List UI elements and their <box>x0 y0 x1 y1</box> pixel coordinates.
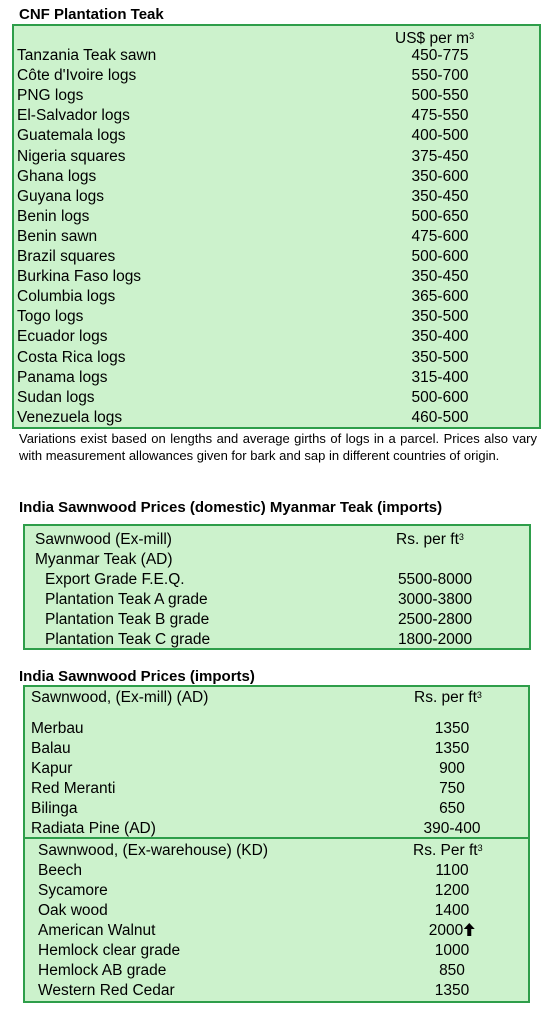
row-price <box>439 779 465 799</box>
row-label: PNG logs <box>17 87 84 105</box>
section3-title: India Sawnwood Prices (imports) <box>19 668 255 685</box>
row-price <box>398 610 472 630</box>
row-label: Plantation Teak A grade <box>45 591 208 608</box>
row-price-value: 315-400 <box>411 368 469 386</box>
row-label: Plantation Teak C grade <box>45 631 211 648</box>
row-label: Sudan logs <box>17 388 95 406</box>
row-price-value: 350-450 <box>411 187 469 205</box>
row-label: Guyana logs <box>17 187 105 205</box>
row-price <box>412 287 469 307</box>
row-label: Côte d'Ivoire logs <box>17 67 137 85</box>
row-price-value: 500-550 <box>411 87 469 105</box>
row-label: Export Grade F.E.Q. <box>45 571 185 588</box>
row-price <box>398 630 472 650</box>
section3-block1-unit-header <box>414 688 482 708</box>
row-label: Togo logs <box>17 308 84 326</box>
section1-note: Variations exist based on lengths and average girths of logs in a parcel. Prices also vary with measurement allowances given for bark and sap in different countries of origin. <box>19 431 537 463</box>
row-label: Red Meranti <box>31 780 116 797</box>
section1-unit-sup: 3 <box>469 31 475 41</box>
row-price-value: 1350 <box>434 720 470 737</box>
row-price <box>412 46 469 66</box>
row-price <box>435 719 469 739</box>
row-price-value: 2500-2800 <box>397 611 473 628</box>
row-price-value: 500-600 <box>411 248 469 265</box>
row-price-value: 650 <box>439 800 465 817</box>
row-label: Panama logs <box>17 368 108 386</box>
row-price-value: 350-400 <box>411 328 469 346</box>
row-label: Plantation Teak B grade <box>45 611 210 628</box>
row-price <box>439 961 465 981</box>
row-label: Tanzania Teak sawn <box>17 47 157 64</box>
row-price-value: 350-500 <box>411 348 469 366</box>
section3-block2-header-label: Sawnwood, (Ex-warehouse) (KD) <box>38 842 269 859</box>
row-label: Beech <box>38 862 82 879</box>
row-label: Sycamore <box>38 882 108 899</box>
row-price <box>435 981 469 1001</box>
row-label: Hemlock clear grade <box>38 942 181 959</box>
row-price <box>439 759 465 779</box>
row-label: Western Red Cedar <box>38 982 175 999</box>
row-price-value: 450-775 <box>411 47 469 64</box>
row-price <box>435 941 469 961</box>
row-label: Burkina Faso logs <box>17 268 142 286</box>
section2-unit: Rs. per ft <box>396 531 459 548</box>
section1-unit: US$ per m <box>395 30 470 47</box>
row-price-value: 3000-3800 <box>397 591 473 608</box>
row-price-value: 460-500 <box>411 408 469 426</box>
row-label: Guatemala logs <box>17 127 126 145</box>
row-price-value: 1000 <box>434 942 470 959</box>
row-price <box>412 66 469 86</box>
up-arrow-icon <box>463 922 475 939</box>
row-label: Nigeria squares <box>17 147 126 165</box>
row-price <box>412 307 469 327</box>
row-price <box>439 799 465 819</box>
row-price-value: 350-450 <box>411 268 469 286</box>
row-label: Hemlock AB grade <box>38 962 167 979</box>
row-price-value: 850 <box>439 962 465 979</box>
section2-subheader: Myanmar Teak (AD) <box>35 551 173 568</box>
row-price-value: 390-400 <box>423 820 481 837</box>
row-price-value: 375-450 <box>411 147 469 165</box>
row-price <box>412 408 469 428</box>
section3-block1-header-label: Sawnwood, (Ex-mill) (AD) <box>31 689 209 706</box>
row-price <box>412 348 469 368</box>
row-label: Radiata Pine (AD) <box>31 820 156 837</box>
row-price <box>435 901 469 921</box>
row-price <box>412 227 469 247</box>
row-price <box>412 267 469 287</box>
section2-header-label: Sawnwood (Ex-mill) <box>35 531 172 548</box>
row-label: Kapur <box>31 760 73 777</box>
row-price <box>398 590 472 610</box>
section2-title: India Sawnwood Prices (domestic) Myanmar Teak (imports) <box>19 499 443 516</box>
row-price <box>424 819 481 839</box>
row-label: Brazil squares <box>17 248 116 265</box>
row-price-value: 2000 <box>428 922 464 939</box>
row-price-value: 900 <box>439 760 465 777</box>
section3-block2-unit-header <box>413 841 483 861</box>
row-price-value: 400-500 <box>411 127 469 145</box>
row-price <box>412 126 469 146</box>
row-label: Benin sawn <box>17 227 98 245</box>
row-price <box>412 368 469 388</box>
row-price-value: 1350 <box>434 740 470 757</box>
row-label: Bilinga <box>31 800 78 817</box>
row-label: Merbau <box>31 720 84 737</box>
row-price <box>412 388 469 408</box>
section3-block1-unit: Rs. per ft <box>414 689 477 706</box>
row-price <box>412 106 469 126</box>
row-label: Venezuela logs <box>17 408 123 426</box>
row-price <box>398 570 472 590</box>
row-price <box>435 861 468 881</box>
row-label: Costa Rica logs <box>17 348 126 366</box>
row-price <box>412 86 469 106</box>
section3-block1-unit-sup: 3 <box>476 690 482 700</box>
row-price-value: 1800-2000 <box>397 631 473 648</box>
row-label: Ghana logs <box>17 167 97 185</box>
row-price <box>412 187 469 207</box>
row-price <box>412 167 469 187</box>
row-price-value: 500-650 <box>411 207 469 225</box>
row-price-value: 475-550 <box>411 107 469 125</box>
row-price-value: 350-600 <box>411 167 469 185</box>
row-price <box>412 147 469 167</box>
section3-block2-unit-sup: 3 <box>477 843 483 853</box>
row-price <box>412 327 469 347</box>
row-price <box>429 921 475 941</box>
row-label: El-Salvador logs <box>17 107 130 125</box>
row-label: Oak wood <box>38 902 108 919</box>
row-price-value: 5500-8000 <box>397 571 473 588</box>
row-label: American Walnut <box>38 922 156 939</box>
row-price <box>412 247 469 267</box>
row-price-value: 550-700 <box>411 67 469 85</box>
row-price-value: 750 <box>439 780 465 797</box>
row-price-value: 1400 <box>434 902 470 919</box>
row-price-value: 475-600 <box>411 227 469 245</box>
row-price <box>435 881 469 901</box>
row-price-value: 365-600 <box>411 288 469 306</box>
section2-unit-header <box>396 530 464 550</box>
section1-title: CNF Plantation Teak <box>19 6 164 23</box>
row-price-value: 500-600 <box>411 388 469 406</box>
row-price <box>435 739 469 759</box>
row-price <box>412 207 469 227</box>
row-price-value: 1200 <box>434 882 470 899</box>
row-label: Balau <box>31 740 71 757</box>
row-price-value: 350-500 <box>411 308 469 326</box>
row-label: Columbia logs <box>17 288 116 306</box>
section3-block2-unit: Rs. Per ft <box>413 842 478 859</box>
row-label: Ecuador logs <box>17 328 108 346</box>
row-price-value: 1100 <box>435 862 469 879</box>
section2-unit-sup: 3 <box>458 532 464 542</box>
row-label: Benin logs <box>17 207 90 225</box>
row-price-value: 1350 <box>434 982 470 999</box>
